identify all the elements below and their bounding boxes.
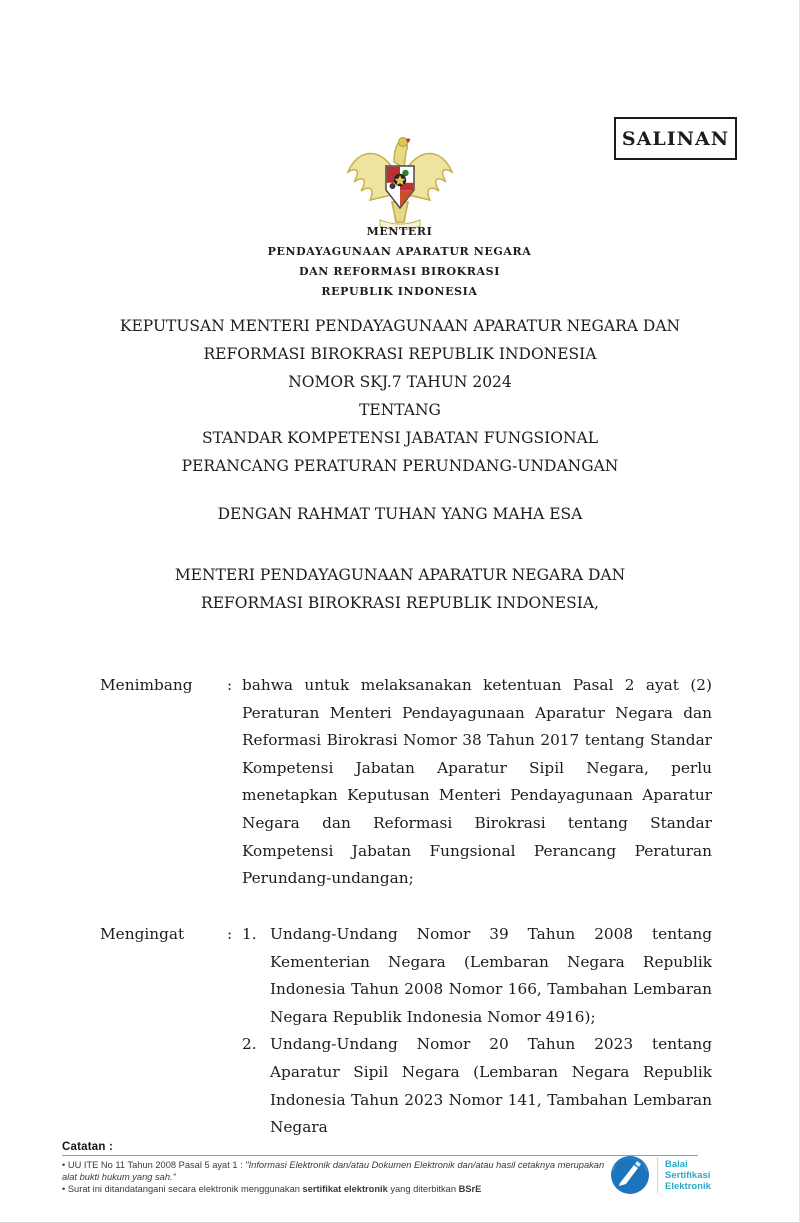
letterhead-line: REPUBLIK INDONESIA	[321, 285, 478, 298]
document-title	[60, 312, 740, 480]
footer-note-1: • UU ITE No 11 Tahun 2008 Pasal 5 ayat 1 : "Informasi Elektronik dan/atau Dokumen Elektronik dan/atau hasil cetaknya merupakan alat bukti hukum yang sah."	[62, 1160, 605, 1182]
letterhead	[0, 222, 799, 302]
item-text: Undang-Undang Nomor 39 Tahun 2008 tentang Kementerian Negara (Lembaran Negara Republik Indonesia Tahun 2008 Nomor 166, Tambahan Lembaran Negara Republik Indonesia Nomor 4916);	[270, 925, 712, 1026]
considering-section	[100, 672, 712, 893]
issuer-line: REFORMASI BIROKRASI REPUBLIK INDONESIA,	[201, 594, 599, 612]
footer-note-block	[62, 1141, 742, 1195]
considering-label: Menimbang	[100, 676, 193, 694]
item-number: 2.	[242, 1035, 257, 1054]
bsre-abbrev: BSrE	[458, 1184, 482, 1194]
issuer-block	[60, 561, 740, 617]
legal-basis-section	[100, 921, 712, 1142]
salinan-stamp	[614, 117, 737, 160]
bullet: •	[62, 1184, 66, 1194]
footer-note-2: • Surat ini ditandatangani secara elektronik menggunakan sertifikat elektronik yang diterbitkan BSrE	[62, 1184, 482, 1194]
footer-divider	[62, 1155, 698, 1156]
document-title-line: KEPUTUSAN MENTERI PENDAYAGUNAAN APARATUR NEGARA DAN	[119, 317, 681, 335]
invocation-line: DENGAN RAHMAT TUHAN YANG MAHA ESA	[217, 505, 583, 523]
item-text: Undang-Undang Nomor 20 Tahun 2023 tentang Aparatur Sipil Negara (Lembaran Negara Republik Indonesia Tahun 2023 Nomor 141, Tambahan Lembaran Negara	[270, 1035, 712, 1137]
colon-separator: :	[227, 676, 233, 694]
document-title-line: PERANCANG PERATURAN PERUNDANG-UNDANGAN	[181, 457, 619, 475]
issuer-line: MENTERI PENDAYAGUNAAN APARATUR NEGARA DAN	[174, 566, 626, 584]
legal-basis-item	[242, 1031, 712, 1141]
garuda-pancasila-emblem-icon	[344, 128, 456, 230]
bsre-logo	[610, 1155, 711, 1195]
letterhead-line: MENTERI	[366, 225, 433, 238]
salinan-stamp-label: SALINAN	[621, 127, 730, 150]
footer-label: Catatan :	[62, 1141, 114, 1153]
legal-basis-item	[242, 921, 712, 1031]
considering-text: bahwa untuk melaksanakan ketentuan Pasal 2 ayat (2) Peraturan Menteri Pendayagunaan Aparatur Negara dan Reformasi Birokrasi Nomor 38 Tahun 2017 tentang Standar Kompetensi Jabatan Aparatur Sipil Negara, perlu menetapkan Keputusan Menteri Pendayagunaan Aparatur Negara dan Reformasi Birokrasi tentang Standar Kompetensi Jabatan Fungsional Perancang Peraturan Perundang-undangan;	[242, 676, 712, 888]
legal-basis-label: Mengingat	[100, 925, 185, 943]
document-title-line: TENTANG	[359, 401, 441, 419]
document-title-line: STANDAR KOMPETENSI JABATAN FUNGSIONAL	[201, 429, 599, 447]
document-title-line: REFORMASI BIROKRASI REPUBLIK INDONESIA	[203, 345, 597, 363]
letterhead-line: PENDAYAGUNAAN APARATUR NEGARA	[267, 245, 532, 258]
bsre-logo-icon	[610, 1155, 650, 1195]
logo-divider	[657, 1157, 658, 1193]
letterhead-line: DAN REFORMASI BIROKRASI	[299, 265, 500, 278]
item-number: 1.	[242, 925, 257, 943]
decree-number-line: NOMOR SKJ.7 TAHUN 2024	[288, 373, 512, 391]
colon-separator: :	[227, 925, 233, 943]
legal-quote: "Informasi Elektronik dan/atau Dokumen Elektronik dan/atau hasil cetaknya merupakan alat bukti hukum yang sah."	[62, 1160, 605, 1182]
bullet: •	[62, 1160, 66, 1170]
bsre-logo-text: Balai Sertifikasi Elektronik	[665, 1158, 711, 1192]
